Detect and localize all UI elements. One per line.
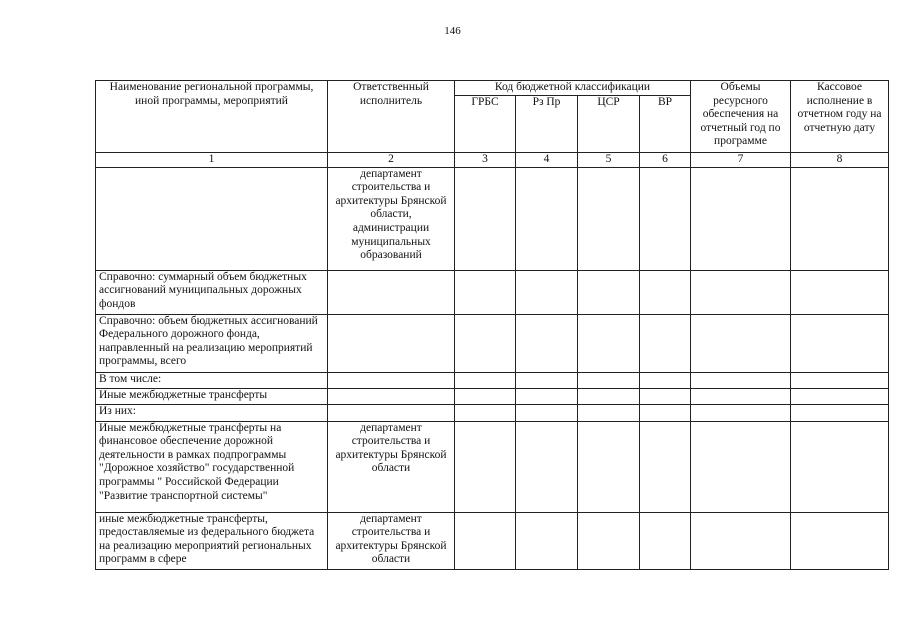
- row-name: Иные межбюджетные трансферты на финансовое обеспечение дорожной деятельности в рамках подпрограммы "Дорожное хозяйство" государственной программы " Российской Федерации "Развитие транспортной системы": [96, 421, 328, 512]
- column-number: 3: [455, 153, 516, 168]
- row-name: В том числе:: [96, 372, 328, 388]
- header-volume: Объемы ресурсного обеспечения на отчетный год по программе: [691, 81, 791, 153]
- header-rzpr: Рз Пр: [516, 96, 578, 153]
- column-number: 4: [516, 153, 578, 168]
- table-row: [96, 421, 889, 512]
- row-executor: департамент строительства и архитектуры Брянской области, администрации муниципальных образований: [328, 167, 455, 270]
- row-name: Справочно: суммарный объем бюджетных ассигнований муниципальных дорожных фондов: [96, 270, 328, 314]
- row-name: [96, 167, 328, 270]
- header-cash: Кассовое исполнение в отчетном году на отчетную дату: [791, 81, 889, 153]
- header-csr: ЦСР: [578, 96, 640, 153]
- header-name: Наименование региональной программы, иной программы, мероприятий: [96, 81, 328, 153]
- row-name: Справочно: объем бюджетных ассигнований Федерального дорожного фонда, направленный на реализацию мероприятий программы, всего: [96, 314, 328, 372]
- column-number: 6: [640, 153, 691, 168]
- row-name: Из них:: [96, 404, 328, 421]
- header-grbs: ГРБС: [455, 96, 516, 153]
- row-executor: [328, 388, 455, 404]
- column-number: 5: [578, 153, 640, 168]
- header-executor: Ответственный исполнитель: [328, 81, 455, 153]
- table-row: [96, 512, 889, 569]
- row-executor: [328, 372, 455, 388]
- table-row: [96, 270, 889, 314]
- column-number-row: [96, 153, 889, 168]
- header-vr: ВР: [640, 96, 691, 153]
- row-executor: [328, 314, 455, 372]
- column-number: 1: [96, 153, 328, 168]
- header-budget-code: Код бюджетной классификации: [455, 81, 691, 96]
- table-row: [96, 167, 889, 270]
- column-number: 2: [328, 153, 455, 168]
- table-row: [96, 388, 889, 404]
- row-executor: [328, 270, 455, 314]
- row-name: иные межбюджетные трансферты, предоставляемые из федерального бюджета на реализацию мероприятий региональных программ в сфере: [96, 512, 328, 569]
- page-number: 146: [444, 25, 461, 37]
- row-executor: [328, 404, 455, 421]
- table-row: [96, 314, 889, 372]
- row-executor: департамент строительства и архитектуры Брянской области: [328, 512, 455, 569]
- column-number: 8: [791, 153, 889, 168]
- row-executor: департамент строительства и архитектуры Брянской области: [328, 421, 455, 512]
- table-row: [96, 404, 889, 421]
- budget-table: [95, 80, 889, 570]
- column-number: 7: [691, 153, 791, 168]
- table-row: [96, 372, 889, 388]
- row-name: Иные межбюджетные трансферты: [96, 388, 328, 404]
